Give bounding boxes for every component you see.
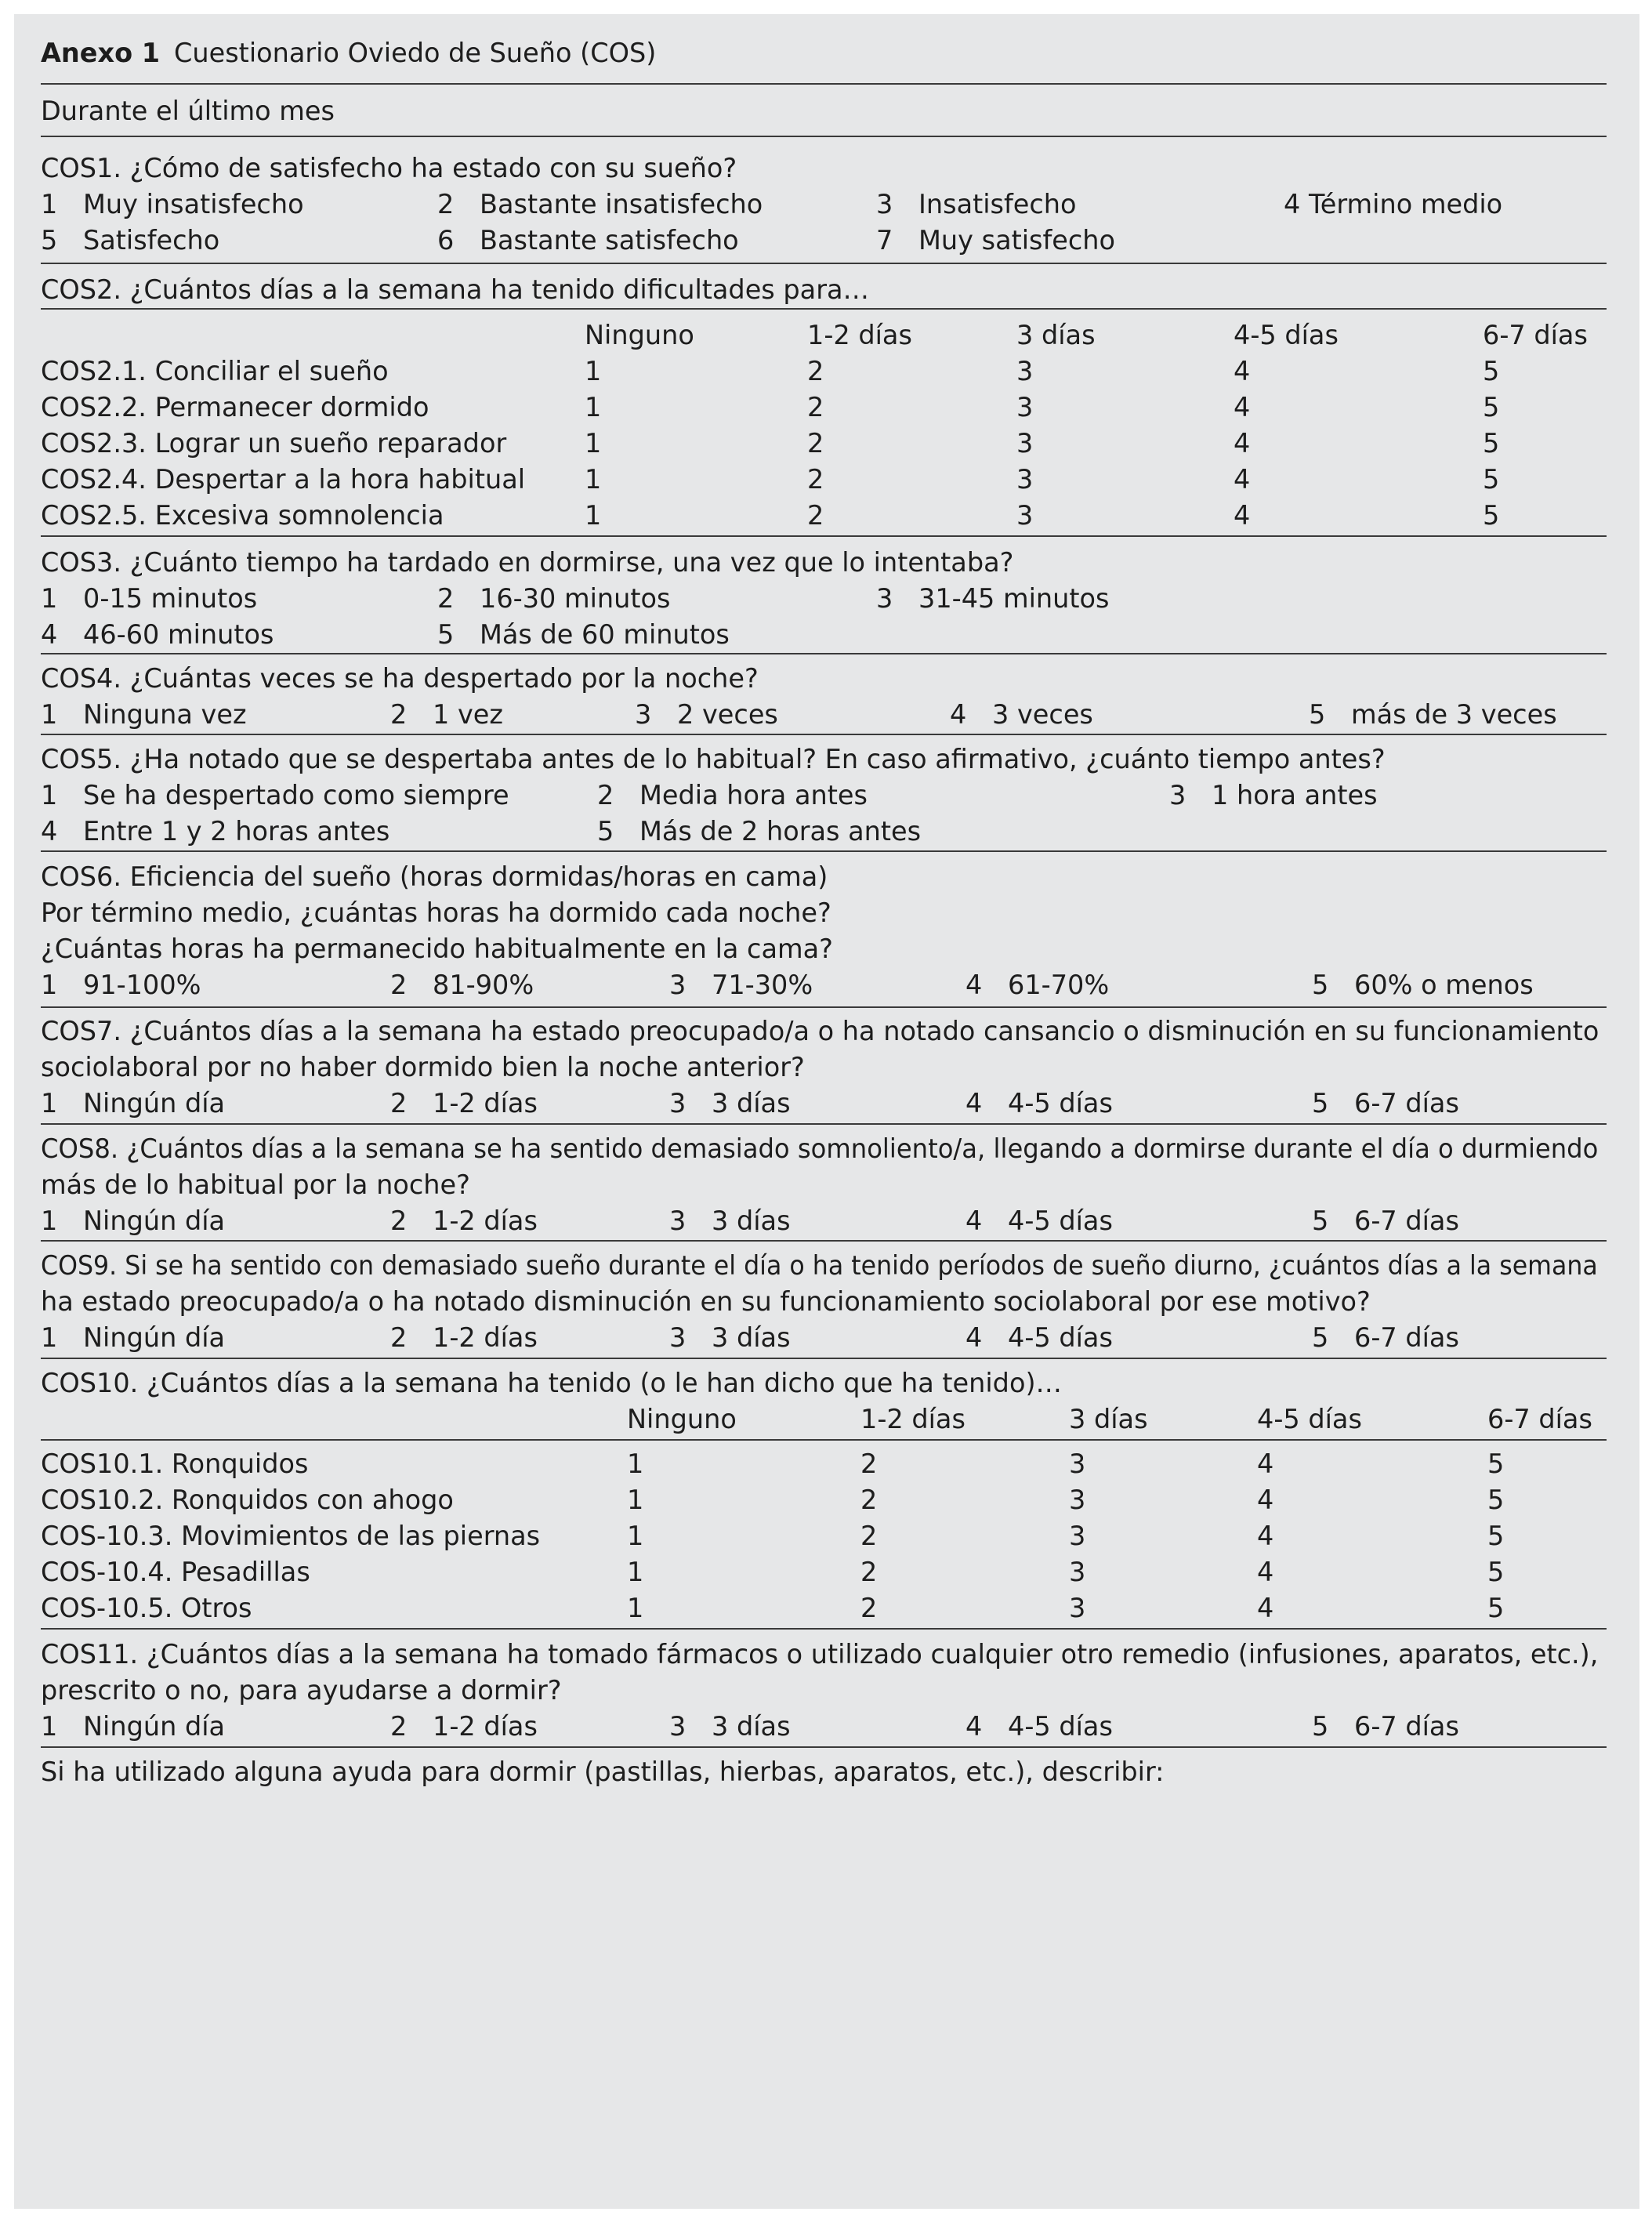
option-text: Ningún día: [83, 1206, 226, 1236]
option-text: 1-2 días: [433, 1206, 538, 1236]
option-text: 3 días: [712, 1088, 791, 1118]
item-label: COS2.3. Lograr un sueño reparador: [41, 428, 507, 459]
table-row: [41, 498, 1600, 534]
score: 3: [1016, 500, 1034, 531]
option-text: 4-5 días: [1008, 1322, 1113, 1353]
option-number: 2: [597, 780, 614, 810]
option-text: 1-2 días: [433, 1711, 538, 1742]
option-number: 1: [41, 189, 58, 219]
table-row: [41, 1554, 1600, 1590]
cos11-question-row-2: [41, 1673, 1600, 1709]
option-number: 3: [876, 583, 893, 614]
cos9-question-row: [41, 1248, 1600, 1284]
option-number: 2: [437, 189, 455, 219]
cos10-question: COS10. ¿Cuántos días a la semana ha tenido (o le han dicho que ha tenido)…: [41, 1368, 1063, 1398]
option-text: 1 hora antes: [1212, 780, 1378, 810]
option-text: 4-5 días: [1008, 1206, 1113, 1236]
option-number: 5: [1312, 1322, 1329, 1353]
score: 2: [807, 500, 824, 531]
option-number: 5: [1312, 970, 1329, 1000]
option-number: 4: [965, 1711, 983, 1742]
option-number: 1: [41, 1206, 58, 1236]
score: 1: [627, 1521, 644, 1551]
score: 5: [1483, 392, 1500, 422]
option-text: 4-5 días: [1008, 1711, 1113, 1742]
option-number: 1: [41, 583, 58, 614]
cos5-question: COS5. ¿Ha notado que se despertaba antes de lo habitual? En caso afirmativo, ¿cuánto tiempo antes?: [41, 744, 1386, 774]
option-text: 1 vez: [433, 699, 503, 730]
annex-title-row: [41, 35, 1600, 71]
column-header: 6-7 días: [1487, 1404, 1592, 1434]
score: 1: [585, 464, 602, 495]
score: 3: [1069, 1521, 1086, 1551]
score: 1: [585, 500, 602, 531]
cos5-options-row-1: [41, 778, 1600, 814]
score: 3: [1016, 392, 1034, 422]
option-text: Más de 60 minutos: [480, 619, 730, 650]
cos1-question-row: [41, 150, 1600, 187]
score: 4: [1257, 1485, 1274, 1515]
period-row: [41, 93, 1600, 129]
item-label: COS2.5. Excesiva somnolencia: [41, 500, 444, 531]
option-number: 7: [876, 225, 893, 256]
divider: [41, 263, 1607, 264]
option-text: 46-60 minutos: [83, 619, 274, 650]
option-number: 4: [965, 970, 983, 1000]
cos6-subquestion: Por término medio, ¿cuántas horas ha dormido cada noche?: [41, 897, 831, 928]
divider: [41, 1439, 1607, 1441]
cos9-question: COS9. Si se ha sentido con demasiado sueño durante el día o ha tenido períodos de sueño diurno, ¿cuántos días a la semana: [41, 1250, 1598, 1281]
option-number: 3: [669, 1206, 687, 1236]
option-number: 5: [1312, 1088, 1329, 1118]
divider: [41, 653, 1607, 654]
cos7-question-continued: sociolaboral por no haber dormido bien la noche anterior?: [41, 1052, 805, 1082]
option-text: 0-15 minutos: [83, 583, 258, 614]
cos7-question: COS7. ¿Cuántos días a la semana ha estado preocupado/a o ha notado cansancio o disminución en su funcionamiento: [41, 1016, 1599, 1046]
score: 2: [860, 1485, 878, 1515]
option-number: 1: [41, 1088, 58, 1118]
option-number: 5: [41, 225, 58, 256]
option-number: 5: [1312, 1711, 1329, 1742]
cos10-question-row: [41, 1365, 1600, 1401]
option-text: Muy satisfecho: [918, 225, 1116, 256]
option-text: 6-7 días: [1354, 1088, 1459, 1118]
divider: [41, 850, 1607, 852]
cos9-question-continued: ha estado preocupado/a o ha notado disminución en su funcionamiento sociolaboral por ese motivo?: [41, 1286, 1371, 1317]
option-text: Media hora antes: [639, 780, 868, 810]
score: 1: [585, 428, 602, 459]
option-text: 1-2 días: [433, 1322, 538, 1353]
item-label: COS2.4. Despertar a la hora habitual: [41, 464, 526, 495]
cos5-question-row: [41, 741, 1600, 778]
table-row: [41, 1446, 1600, 1482]
score: 1: [627, 1557, 644, 1587]
table-row: [41, 353, 1600, 390]
footer-row: [41, 1754, 1600, 1790]
score: 4: [1234, 500, 1251, 531]
table-row: [41, 462, 1600, 498]
cos6-line-2: [41, 895, 1600, 931]
cos6-options-row: [41, 967, 1600, 1003]
option-number: 1: [41, 780, 58, 810]
score: 2: [807, 356, 824, 386]
cos7-options-row: [41, 1086, 1600, 1122]
score: 2: [807, 428, 824, 459]
score: 5: [1483, 428, 1500, 459]
option-text: 16-30 minutos: [480, 583, 671, 614]
column-header: Ninguno: [585, 320, 694, 350]
option-text: 1-2 días: [433, 1088, 538, 1118]
option-number: 5: [437, 619, 455, 650]
item-label: COS-10.5. Otros: [41, 1593, 252, 1623]
score: 2: [860, 1521, 878, 1551]
score: 5: [1487, 1521, 1505, 1551]
option-text: 3 días: [712, 1206, 791, 1236]
score: 1: [627, 1448, 644, 1479]
option-text: 3 veces: [992, 699, 1093, 730]
column-header: 3 días: [1069, 1404, 1148, 1434]
score: 5: [1487, 1557, 1505, 1587]
item-label: COS2.1. Conciliar el sueño: [41, 356, 389, 386]
cos6-question-row: [41, 859, 1600, 895]
cos11-question-row: [41, 1637, 1600, 1673]
score: 4: [1257, 1521, 1274, 1551]
column-header: 6-7 días: [1483, 320, 1588, 350]
option-text: Entre 1 y 2 horas antes: [83, 816, 390, 847]
option-text: 81-90%: [433, 970, 534, 1000]
score: 3: [1069, 1593, 1086, 1623]
option-number: 6: [437, 225, 455, 256]
option-number: 3: [669, 1711, 687, 1742]
cos1-question: COS1. ¿Cómo de satisfecho ha estado con su sueño?: [41, 153, 737, 183]
option-text: 4 Término medio: [1284, 189, 1503, 219]
option-number: 4: [950, 699, 967, 730]
cos8-question-row: [41, 1131, 1600, 1167]
divider: [41, 734, 1607, 735]
option-number: 1: [41, 699, 58, 730]
cos5-options-row-2: [41, 814, 1600, 850]
option-number: 1: [41, 970, 58, 1000]
cos1-options-row-1: [41, 187, 1600, 223]
option-text: 71-30%: [712, 970, 813, 1000]
option-text: Bastante satisfecho: [480, 225, 739, 256]
option-text: Muy insatisfecho: [83, 189, 304, 219]
annex-title: Cuestionario Oviedo de Sueño (COS): [174, 38, 657, 68]
divider: [41, 1006, 1607, 1008]
cos2-header-row: [41, 317, 1600, 353]
option-number: 1: [41, 1711, 58, 1742]
option-text: 6-7 días: [1354, 1206, 1459, 1236]
column-header: 3 días: [1016, 320, 1096, 350]
cos3-options-row-2: [41, 617, 1600, 653]
table-row: [41, 1482, 1600, 1518]
option-number: 2: [390, 1206, 408, 1236]
score: 4: [1234, 464, 1251, 495]
option-number: 3: [669, 1322, 687, 1353]
score: 2: [860, 1593, 878, 1623]
cos4-question-row: [41, 661, 1600, 697]
cos4-options-row: [41, 697, 1600, 733]
score: 4: [1257, 1557, 1274, 1587]
option-number: 4: [41, 619, 58, 650]
option-number: 1: [41, 1322, 58, 1353]
option-text: 61-70%: [1008, 970, 1110, 1000]
item-label: COS2.2. Permanecer dormido: [41, 392, 429, 422]
option-text: más de 3 veces: [1351, 699, 1557, 730]
option-number: 2: [437, 583, 455, 614]
option-text: Ningún día: [83, 1322, 226, 1353]
cos9-question-row-2: [41, 1284, 1600, 1320]
score: 1: [627, 1485, 644, 1515]
option-number: 2: [390, 1711, 408, 1742]
divider: [41, 83, 1607, 85]
score: 3: [1069, 1485, 1086, 1515]
score: 2: [860, 1448, 878, 1479]
cos3-options-row-1: [41, 581, 1600, 617]
option-text: Más de 2 horas antes: [639, 816, 922, 847]
option-text: 91-100%: [83, 970, 201, 1000]
score: 3: [1069, 1557, 1086, 1587]
option-text: 31-45 minutos: [918, 583, 1110, 614]
period-text: Durante el último mes: [41, 96, 335, 126]
option-text: Ningún día: [83, 1088, 226, 1118]
option-text: 60% o menos: [1354, 970, 1534, 1000]
option-text: Bastante insatisfecho: [480, 189, 763, 219]
option-text: Ninguna vez: [83, 699, 247, 730]
cos3-question-row: [41, 545, 1600, 581]
score: 3: [1016, 356, 1034, 386]
option-number: 5: [1309, 699, 1326, 730]
option-number: 3: [1169, 780, 1186, 810]
item-label: COS10.2. Ronquidos con ahogo: [41, 1485, 454, 1515]
cos6-question: COS6. Eficiencia del sueño (horas dormidas/horas en cama): [41, 861, 828, 892]
cos3-question: COS3. ¿Cuánto tiempo ha tardado en dormirse, una vez que lo intentaba?: [41, 547, 1014, 578]
option-number: 4: [41, 816, 58, 847]
option-number: 5: [1312, 1206, 1329, 1236]
cos11-options-row: [41, 1709, 1600, 1745]
divider: [41, 136, 1607, 137]
option-text: 6-7 días: [1354, 1711, 1459, 1742]
cos7-question-row-2: [41, 1050, 1600, 1086]
cos6-line-3: [41, 931, 1600, 967]
score: 5: [1487, 1448, 1505, 1479]
score: 1: [627, 1593, 644, 1623]
cos4-question: COS4. ¿Cuántas veces se ha despertado por la noche?: [41, 663, 759, 694]
score: 5: [1483, 356, 1500, 386]
option-number: 3: [876, 189, 893, 219]
divider: [41, 1358, 1607, 1359]
option-number: 4: [965, 1322, 983, 1353]
score: 4: [1257, 1593, 1274, 1623]
cos10-header-row: [41, 1401, 1600, 1438]
option-number: 2: [390, 699, 408, 730]
cos11-question: COS11. ¿Cuántos días a la semana ha tomado fármacos o utilizado cualquier otro remedio (infusiones, aparatos, etc.),: [41, 1639, 1599, 1670]
option-text: Se ha despertado como siempre: [83, 780, 509, 810]
option-text: Satisfecho: [83, 225, 220, 256]
cos8-question-continued: más de lo habitual por la noche?: [41, 1169, 470, 1200]
option-number: 3: [635, 699, 652, 730]
score: 4: [1234, 428, 1251, 459]
score: 2: [807, 392, 824, 422]
divider: [41, 1628, 1607, 1630]
divider: [41, 535, 1607, 537]
option-text: 6-7 días: [1354, 1322, 1459, 1353]
score: 5: [1483, 464, 1500, 495]
cos7-question-row: [41, 1013, 1600, 1050]
divider: [41, 1746, 1607, 1748]
option-number: 5: [597, 816, 614, 847]
item-label: COS-10.4. Pesadillas: [41, 1557, 310, 1587]
table-row: [41, 390, 1600, 426]
sleep-aid-description-prompt: Si ha utilizado alguna ayuda para dormir (pastillas, hierbas, aparatos, etc.), describir:: [41, 1757, 1165, 1787]
score: 2: [807, 464, 824, 495]
option-text: Ningún día: [83, 1711, 226, 1742]
cos1-options-row-2: [41, 223, 1600, 259]
score: 3: [1016, 428, 1034, 459]
score: 5: [1483, 500, 1500, 531]
divider: [41, 1240, 1607, 1242]
option-number: 4: [965, 1206, 983, 1236]
divider: [41, 308, 1607, 310]
annex-label: Anexo 1: [41, 38, 161, 68]
score: 5: [1487, 1593, 1505, 1623]
table-row: [41, 1518, 1600, 1554]
score: 4: [1234, 356, 1251, 386]
score: 3: [1016, 464, 1034, 495]
table-row: [41, 1590, 1600, 1626]
option-number: 2: [390, 1088, 408, 1118]
option-number: 3: [669, 970, 687, 1000]
column-header: 1-2 días: [860, 1404, 965, 1434]
score: 3: [1069, 1448, 1086, 1479]
option-number: 4: [965, 1088, 983, 1118]
column-header: 4-5 días: [1257, 1404, 1362, 1434]
score: 1: [585, 392, 602, 422]
table-row: [41, 426, 1600, 462]
score: 5: [1487, 1485, 1505, 1515]
option-number: 2: [390, 970, 408, 1000]
cos6-subquestion: ¿Cuántas horas ha permanecido habitualmente en la cama?: [41, 934, 833, 964]
cos2-question: COS2. ¿Cuántos días a la semana ha tenido dificultades para…: [41, 274, 870, 305]
cos8-options-row: [41, 1203, 1600, 1239]
cos8-question-row-2: [41, 1167, 1600, 1203]
option-text: 3 días: [712, 1711, 791, 1742]
cos11-question-continued: prescrito o no, para ayudarse a dormir?: [41, 1675, 562, 1706]
option-number: 2: [390, 1322, 408, 1353]
score: 1: [585, 356, 602, 386]
option-text: 4-5 días: [1008, 1088, 1113, 1118]
column-header: Ninguno: [627, 1404, 737, 1434]
cos2-question-row: [41, 272, 1600, 308]
column-header: 4-5 días: [1234, 320, 1339, 350]
divider: [41, 1123, 1607, 1125]
column-header: 1-2 días: [807, 320, 912, 350]
item-label: COS10.1. Ronquidos: [41, 1448, 309, 1479]
option-text: 2 veces: [677, 699, 778, 730]
score: 4: [1257, 1448, 1274, 1479]
option-number: 3: [669, 1088, 687, 1118]
score: 2: [860, 1557, 878, 1587]
cos9-options-row: [41, 1320, 1600, 1356]
option-text: 3 días: [712, 1322, 791, 1353]
cos8-question: COS8. ¿Cuántos días a la semana se ha sentido demasiado somnoliento/a, llegando a dormirse durante el día o durmiendo: [41, 1133, 1599, 1164]
item-label: COS-10.3. Movimientos de las piernas: [41, 1521, 541, 1551]
score: 4: [1234, 392, 1251, 422]
option-text: Insatisfecho: [918, 189, 1077, 219]
